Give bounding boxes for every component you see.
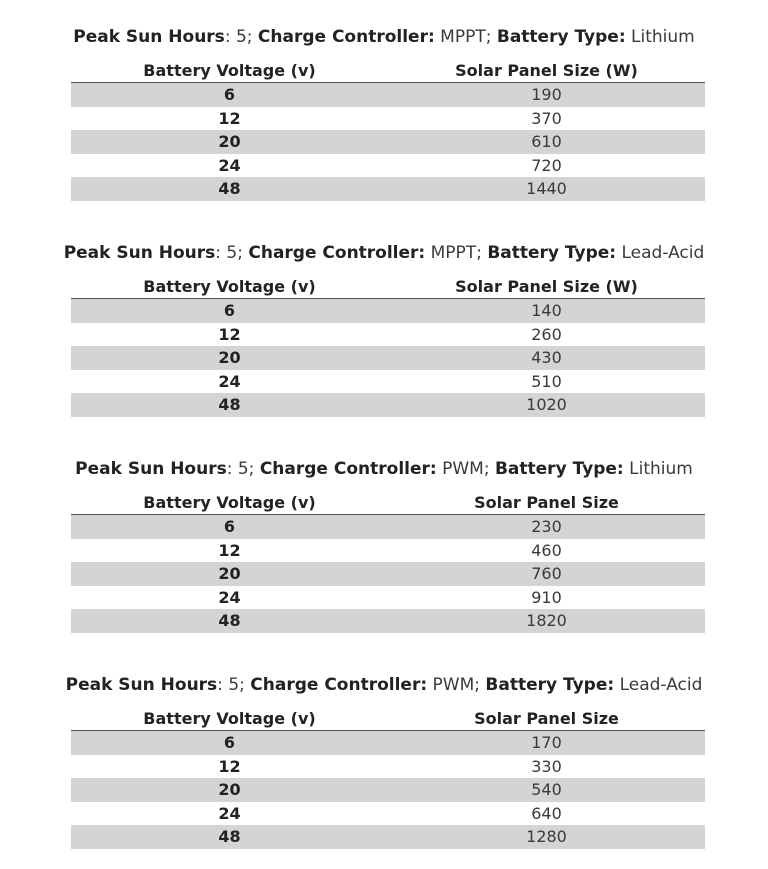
table-row (71, 802, 705, 826)
table-header (71, 492, 705, 515)
table-row (71, 778, 705, 802)
table-row (71, 346, 705, 370)
battery-voltage-cell: 6 (223, 85, 236, 104)
charge-controller-label: Charge Controller: (257, 27, 435, 47)
table-header (71, 60, 705, 83)
table-row (71, 393, 705, 417)
solar-panel-size-cell: 370 (531, 108, 562, 128)
battery-voltage-cell: 12 (218, 540, 241, 560)
table-row (71, 177, 705, 201)
battery-voltage-cell: 20 (218, 780, 241, 800)
solar-panel-size-cell: 430 (531, 348, 562, 368)
table-row (71, 107, 705, 131)
charge-controller-value: MPPT; (425, 243, 488, 263)
charge-controller-label: Charge Controller: (250, 675, 428, 695)
charge-controller-label: Charge Controller: (248, 243, 426, 263)
table-row (71, 609, 705, 633)
battery-type-label: Battery Type: (494, 459, 624, 479)
table-row (71, 586, 705, 610)
solar-panel-size-cell: 1020 (526, 395, 567, 415)
table-header (71, 276, 705, 299)
battery-voltage-cell: 24 (218, 371, 241, 391)
battery-voltage-cell: 20 (218, 564, 241, 584)
solar-panel-size-cell: 540 (531, 780, 562, 800)
sizing-table (71, 492, 705, 633)
header-battery-voltage: Battery Voltage (v) (143, 493, 316, 512)
table-caption (0, 24, 768, 50)
battery-voltage-cell: 6 (223, 301, 236, 320)
sizing-table (71, 276, 705, 417)
solar-panel-size-cell: 510 (531, 371, 562, 391)
battery-type-label: Battery Type: (487, 243, 617, 263)
header-solar-panel-size: Solar Panel Size (W) (455, 277, 638, 296)
battery-voltage-cell: 12 (218, 324, 241, 344)
table-caption (0, 240, 768, 266)
battery-voltage-cell: 24 (218, 587, 241, 607)
solar-panel-size-cell: 330 (531, 756, 562, 776)
solar-panel-size-cell: 1440 (526, 179, 567, 199)
solar-panel-size-cell: 170 (531, 733, 562, 752)
battery-type-value: Lithium (625, 27, 695, 47)
peak-sun-hours-value: : 5; (226, 459, 260, 479)
solar-panel-size-cell: 460 (531, 540, 562, 560)
battery-type-value: Lithium (623, 459, 693, 479)
peak-sun-hours-label: Peak Sun Hours (75, 459, 227, 479)
solar-panel-size-cell: 190 (531, 85, 562, 104)
battery-voltage-cell: 6 (223, 733, 236, 752)
solar-panel-size-cell: 230 (531, 517, 562, 536)
header-solar-panel-size: Solar Panel Size (474, 493, 619, 512)
solar-panel-size-cell: 1820 (526, 611, 567, 631)
table-row (71, 731, 705, 755)
battery-voltage-cell: 24 (218, 155, 241, 175)
solar-panel-size-cell: 140 (531, 301, 562, 320)
charge-controller-label: Charge Controller: (259, 459, 437, 479)
peak-sun-hours-value: : 5; (217, 675, 251, 695)
table-header (71, 708, 705, 731)
table-row (71, 515, 705, 539)
battery-voltage-cell: 6 (223, 517, 236, 536)
table-caption (0, 456, 768, 482)
peak-sun-hours-value: : 5; (224, 27, 258, 47)
table-row (71, 539, 705, 563)
charge-controller-value: PWM; (427, 675, 486, 695)
table-row (71, 130, 705, 154)
table-row (71, 323, 705, 347)
sizing-table (71, 60, 705, 201)
table-row (71, 370, 705, 394)
battery-voltage-cell: 48 (218, 827, 241, 847)
sizing-table (71, 708, 705, 849)
peak-sun-hours-value: : 5; (215, 243, 249, 263)
battery-type-label: Battery Type: (485, 675, 615, 695)
peak-sun-hours-label: Peak Sun Hours (65, 675, 218, 695)
solar-panel-size-cell: 1280 (526, 827, 567, 847)
header-battery-voltage: Battery Voltage (v) (143, 277, 316, 296)
battery-voltage-cell: 48 (218, 395, 241, 415)
table-row (71, 299, 705, 323)
solar-panel-size-cell: 720 (531, 155, 562, 175)
table-row (71, 825, 705, 849)
battery-voltage-cell: 12 (218, 108, 241, 128)
solar-panel-size-cell: 260 (531, 324, 562, 344)
header-battery-voltage: Battery Voltage (v) (143, 61, 316, 80)
battery-type-label: Battery Type: (496, 27, 626, 47)
table-row (71, 562, 705, 586)
battery-voltage-cell: 12 (218, 756, 241, 776)
charge-controller-value: MPPT; (434, 27, 497, 47)
peak-sun-hours-label: Peak Sun Hours (63, 243, 216, 263)
solar-panel-size-cell: 610 (531, 132, 562, 152)
charge-controller-value: PWM; (436, 459, 495, 479)
battery-voltage-cell: 20 (218, 348, 241, 368)
battery-voltage-cell: 24 (218, 803, 241, 823)
table-row (71, 154, 705, 178)
battery-voltage-cell: 20 (218, 132, 241, 152)
solar-panel-size-cell: 640 (531, 803, 562, 823)
header-battery-voltage: Battery Voltage (v) (143, 709, 316, 728)
table-caption (0, 672, 768, 698)
solar-panel-size-cell: 760 (531, 564, 562, 584)
battery-voltage-cell: 48 (218, 179, 241, 199)
battery-type-value: Lead-Acid (616, 243, 705, 263)
table-row (71, 83, 705, 107)
solar-panel-size-cell: 910 (531, 587, 562, 607)
table-row (71, 755, 705, 779)
battery-type-value: Lead-Acid (614, 675, 703, 695)
header-solar-panel-size: Solar Panel Size (W) (455, 61, 638, 80)
battery-voltage-cell: 48 (218, 611, 241, 631)
header-solar-panel-size: Solar Panel Size (474, 709, 619, 728)
peak-sun-hours-label: Peak Sun Hours (73, 27, 225, 47)
